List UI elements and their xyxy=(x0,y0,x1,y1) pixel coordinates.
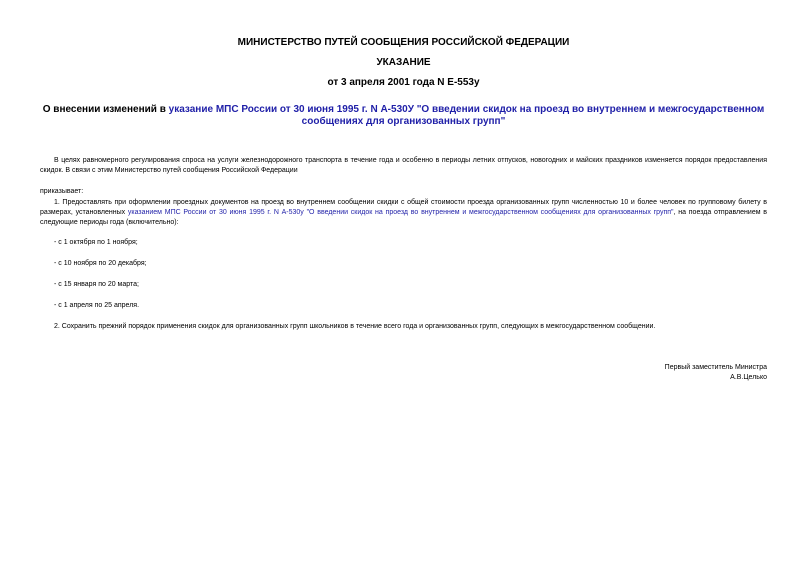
document-subject xyxy=(40,104,767,128)
subject-prefix: О внесении изменений в xyxy=(42,104,169,115)
paragraph-2: 2. Сохранить прежний порядок применения скидок для организованных групп школьников в течение всего года и организованных групп, следующих в межгосударственном сообщении. xyxy=(54,323,656,330)
signatory-position: Первый заместитель Министра xyxy=(664,364,767,371)
intro-paragraph: В целях равномерного регулирования спроса на услуги железнодорожного транспорта в течение года и особенно в периоды летних отпусков, новогодних и майских праздников изменяется порядок предоставления скидок. В связи с этим Министерство путей сообщения Российской Федерации xyxy=(40,157,767,174)
period-item-3: - с 15 января по 20 марта; xyxy=(54,281,139,288)
paragraph-1-reference-link[interactable]: указанием МПС России от 30 июня 1995 г. N А-530у "О введении скидок на проезд во внутреннем и межгосударственном сообщениях для организованных групп" xyxy=(127,209,674,216)
paragraph-1-text-after: , на поезда отправлением в следующие периоды года (включительно): xyxy=(40,209,767,226)
period-item-1: - с 1 октября по 1 ноября; xyxy=(54,239,138,246)
orders-word: приказывает: xyxy=(40,188,84,195)
document-date: от 3 апреля 2001 года N Е-553у xyxy=(327,77,480,88)
paragraph-1 xyxy=(40,198,767,228)
signatory-name: А.В.Целько xyxy=(730,374,767,381)
subject-reference-link[interactable]: указание МПС России от 30 июня 1995 г. N А-530У "О введении скидок на проезд во внутреннем и межгосударственном сообщениях для организованных групп" xyxy=(168,104,765,127)
paragraph-1-text-before: 1. Предоставлять при оформлении проездных документов на проезд во внутреннем сообщении скидки с общей стоимости проезда организованных групп численностью 10 и более человек по групповому билету в размерах, установленных xyxy=(40,199,767,216)
document-type: УКАЗАНИЕ xyxy=(376,57,431,68)
period-item-4: - с 1 апреля по 25 апреля. xyxy=(54,302,140,309)
period-item-2: - с 10 ноября по 20 декабря; xyxy=(54,260,147,267)
ministry-title: МИНИСТЕРСТВО ПУТЕЙ СООБЩЕНИЯ РОССИЙСКОЙ ФЕДЕРАЦИИ xyxy=(237,37,570,48)
